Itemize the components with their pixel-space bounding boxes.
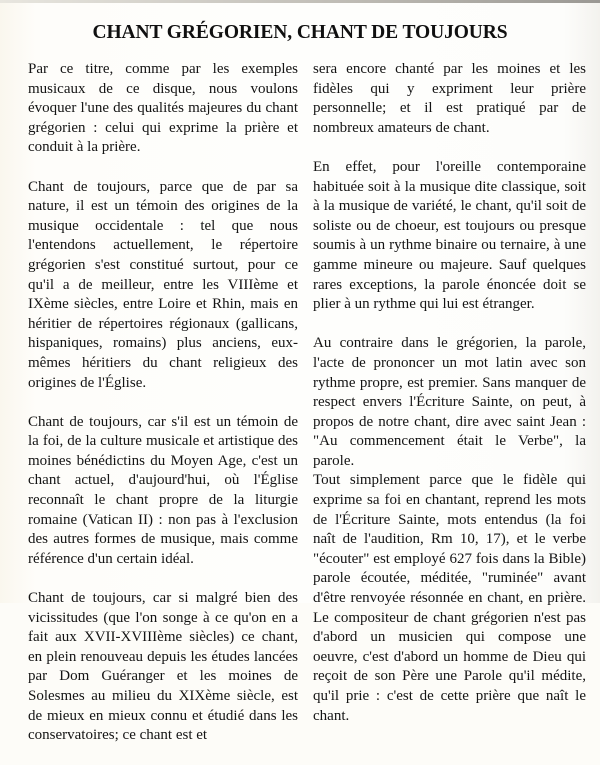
paragraph-prayer: Tout simplement parce que le fidèle qui exprime sa foi en chantant, reprend les mots de l'Écriture Sainte, mots entendus (la foi naît de l'audition, Rm 10, 17), et le verbe "écouter" est employé 627 fois dans la Bible) parole écoutée, méditée, "ruminée" avant d'être renvoyée résonnée en chant, en prière. Le compositeur de chant grégorien n'est pas d'abord un musicien qui compose une oeuvre, c'est d'abord un homme de Dieu qui reçoit de son Père une Parole qu'il médite, qu'il prie : c'est de cette prière que naît le chant. [313, 472, 586, 724]
paragraph-continuation: sera encore chanté par les moines et les fidèles qui y expriment leur prière personnelle; et il est pratiqué par de nombreux amateurs de chant. [313, 61, 586, 136]
left-column [28, 60, 298, 765]
right-column [313, 60, 586, 746]
paragraph-witness-of-faith: Chant de toujours, car s'il est un témoin de la foi, de la culture musicale et artistique des moines bénédictins du Moyen Age, c'est un chant actuel, d'aujourd'hui, où l'Église reconnaît le chant propre de la liturgie romaine (Vatican II) : non pas à l'exclusion des autres formes de musique, mais comme référence d'un certain idéal. [28, 413, 298, 567]
scan-edge-shadow [0, 0, 600, 3]
page-title: CHANT GRÉGORIEN, CHANT DE TOUJOURS [92, 22, 508, 43]
paragraph-contemporary-ear: En effet, pour l'oreille contemporaine habituée soit à la musique dite classique, soit à la musique de variété, le chant, qu'il soit de soliste ou de choeur, est toujours ou presque soumis à un rythme binaire ou ternaire, à une gamme mineure ou majeure. Sauf quelques rares exceptions, la parole énoncée doit se plier à un rythme qui lui est étranger. [313, 158, 586, 313]
paragraph-word-first: Au contraire dans le grégorien, la parole, l'acte de prononcer un mot latin avec son rythme propre, est premier. Sans manquer de respect envers l'Écriture Sainte, on peut, à propos de notre chant, dire avec saint Jean : "Au commencement était le Verbe", la parole. [313, 335, 586, 469]
paragraph-renewal: Chant de toujours, car si malgré bien des vicissitudes (que l'on songe à ce qu'on en a fait aux XVII-XVIIIème siècles) ce chant, en plein renouveau depuis les études lancées par Dom Guéranger et les moines de Solesmes au milieu du XIXème siècle, est de mieux en mieux connu et étudié dans les conservatoires; ce chant est et [28, 590, 298, 744]
paragraph-intro: Par ce titre, comme par les exemples musicaux de ce disque, nous voulons évoquer l'une des qualités majeures du chant grégorien : celui qui exprime la prière et conduit à la prière. [28, 61, 298, 156]
paragraph-origins: Chant de toujours, parce que de par sa nature, il est un témoin des origines de la musique occidentale : tel que nous l'entendons actuellement, le répertoire grégorien s'est constitué surtout, pour ce qu'il a de meilleur, entre les VIIIème et IXème siècles, entre Loire et Rhin, mais en héritier de répertoires régionaux (gallicans, hispaniques, romains) plus anciens, eux-mêmes héritiers du chant religieux des origines de l'Église. [28, 178, 298, 391]
